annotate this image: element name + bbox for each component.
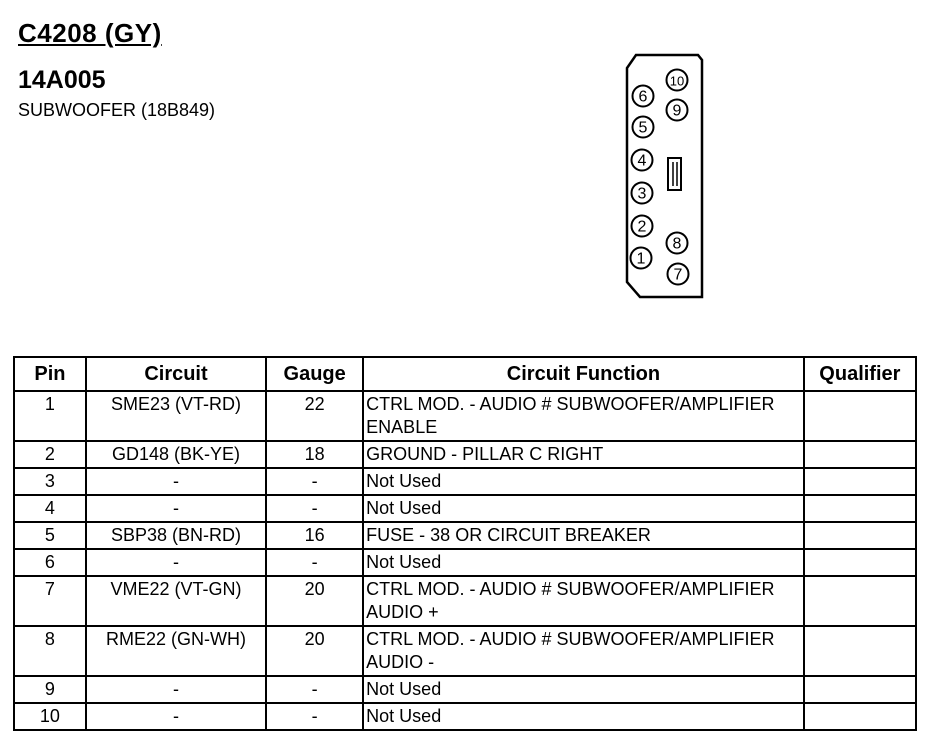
table-row <box>14 676 916 703</box>
connector-pin-7 <box>668 264 689 285</box>
pin-cell: 4 <box>14 495 86 522</box>
gauge-cell: 16 <box>266 522 363 549</box>
circuit-cell: - <box>86 468 266 495</box>
connector-pin-label: 6 <box>638 88 648 106</box>
table-row <box>14 576 916 626</box>
header-gauge: Gauge <box>266 357 363 391</box>
connector-pin-label: 10 <box>669 73 685 89</box>
connector-pin-4 <box>632 150 653 171</box>
pin-table <box>13 356 917 731</box>
function-cell <box>363 468 804 495</box>
header-circuit-function: Circuit Function <box>363 357 804 391</box>
pin-cell: 9 <box>14 676 86 703</box>
function-cell <box>363 676 804 703</box>
header-circuit: Circuit <box>86 357 266 391</box>
connector-diagram <box>620 50 710 302</box>
function-cell <box>363 626 804 676</box>
header-pin: Pin <box>14 357 86 391</box>
gauge-cell: 20 <box>266 576 363 626</box>
gauge-cell: - <box>266 549 363 576</box>
qualifier-cell <box>804 703 916 730</box>
pin-cell: 2 <box>14 441 86 468</box>
gauge-cell: - <box>266 468 363 495</box>
function-line: Not Used <box>366 498 442 518</box>
connector-pin-5 <box>633 117 654 138</box>
part-number: 14A005 <box>18 66 106 94</box>
function-cell <box>363 576 804 626</box>
connector-pin-label: 9 <box>672 102 682 120</box>
gauge-cell: - <box>266 703 363 730</box>
gauge-cell: 20 <box>266 626 363 676</box>
connector-pin-6 <box>633 86 654 107</box>
pin-cell: 3 <box>14 468 86 495</box>
circuit-cell: - <box>86 549 266 576</box>
table-row <box>14 441 916 468</box>
function-line: AUDIO + <box>366 602 439 622</box>
function-cell <box>363 703 804 730</box>
function-line: ENABLE <box>366 417 438 437</box>
function-cell <box>363 549 804 576</box>
table-row <box>14 522 916 549</box>
qualifier-cell <box>804 522 916 549</box>
connector-pin-9 <box>667 100 688 121</box>
qualifier-cell <box>804 676 916 703</box>
pin-cell: 7 <box>14 576 86 626</box>
pin-cell: 5 <box>14 522 86 549</box>
table-row <box>14 495 916 522</box>
component-name: SUBWOOFER (18B849) <box>18 100 216 120</box>
circuit-cell: GD148 (BK-YE) <box>86 441 266 468</box>
table-row <box>14 468 916 495</box>
table-header-row <box>14 357 916 391</box>
header-qualifier: Qualifier <box>804 357 916 391</box>
connector-pin-1 <box>631 248 652 269</box>
circuit-cell: - <box>86 495 266 522</box>
table-row <box>14 549 916 576</box>
function-cell <box>363 522 804 549</box>
connector-pin-label: 8 <box>672 235 682 253</box>
connector-id: C4208 (GY) <box>18 18 162 48</box>
connector-pin-2 <box>632 216 653 237</box>
connector-pin-label: 1 <box>636 250 646 268</box>
circuit-cell: SBP38 (BN-RD) <box>86 522 266 549</box>
gauge-cell: 22 <box>266 391 363 441</box>
pin-cell: 1 <box>14 391 86 441</box>
circuit-cell: SME23 (VT-RD) <box>86 391 266 441</box>
qualifier-cell <box>804 576 916 626</box>
gauge-cell: - <box>266 676 363 703</box>
gauge-cell: 18 <box>266 441 363 468</box>
qualifier-cell <box>804 495 916 522</box>
function-cell <box>363 495 804 522</box>
connector-pin-8 <box>667 233 688 254</box>
connector-pin-label: 4 <box>637 152 647 170</box>
function-line: Not Used <box>366 552 442 572</box>
table-row <box>14 626 916 676</box>
connector-pin-label: 5 <box>638 119 648 137</box>
function-line: CTRL MOD. - AUDIO # SUBWOOFER/AMPLIFIER <box>366 629 775 649</box>
qualifier-cell <box>804 468 916 495</box>
function-cell <box>363 391 804 441</box>
function-line: CTRL MOD. - AUDIO # SUBWOOFER/AMPLIFIER <box>366 579 775 599</box>
table-row <box>14 703 916 730</box>
function-line: CTRL MOD. - AUDIO # SUBWOOFER/AMPLIFIER <box>366 394 775 414</box>
function-line: Not Used <box>366 706 442 726</box>
function-line: FUSE - 38 OR CIRCUIT BREAKER <box>366 525 651 545</box>
gauge-cell: - <box>266 495 363 522</box>
circuit-cell: VME22 (VT-GN) <box>86 576 266 626</box>
connector-pin-label: 7 <box>673 266 683 284</box>
qualifier-cell <box>804 391 916 441</box>
pin-cell: 8 <box>14 626 86 676</box>
qualifier-cell <box>804 626 916 676</box>
qualifier-cell <box>804 441 916 468</box>
qualifier-cell <box>804 549 916 576</box>
circuit-cell: - <box>86 676 266 703</box>
function-line: Not Used <box>366 471 442 491</box>
table-row <box>14 391 916 441</box>
function-cell <box>363 441 804 468</box>
circuit-cell: - <box>86 703 266 730</box>
pin-cell: 6 <box>14 549 86 576</box>
function-line: Not Used <box>366 679 442 699</box>
function-line: GROUND - PILLAR C RIGHT <box>366 444 604 464</box>
function-line: AUDIO - <box>366 652 435 672</box>
connector-pin-label: 2 <box>637 218 647 236</box>
connector-pin-3 <box>632 183 653 204</box>
circuit-cell: RME22 (GN-WH) <box>86 626 266 676</box>
connector-pin-10 <box>667 70 688 91</box>
connector-pin-label: 3 <box>637 185 647 203</box>
pin-cell: 10 <box>14 703 86 730</box>
